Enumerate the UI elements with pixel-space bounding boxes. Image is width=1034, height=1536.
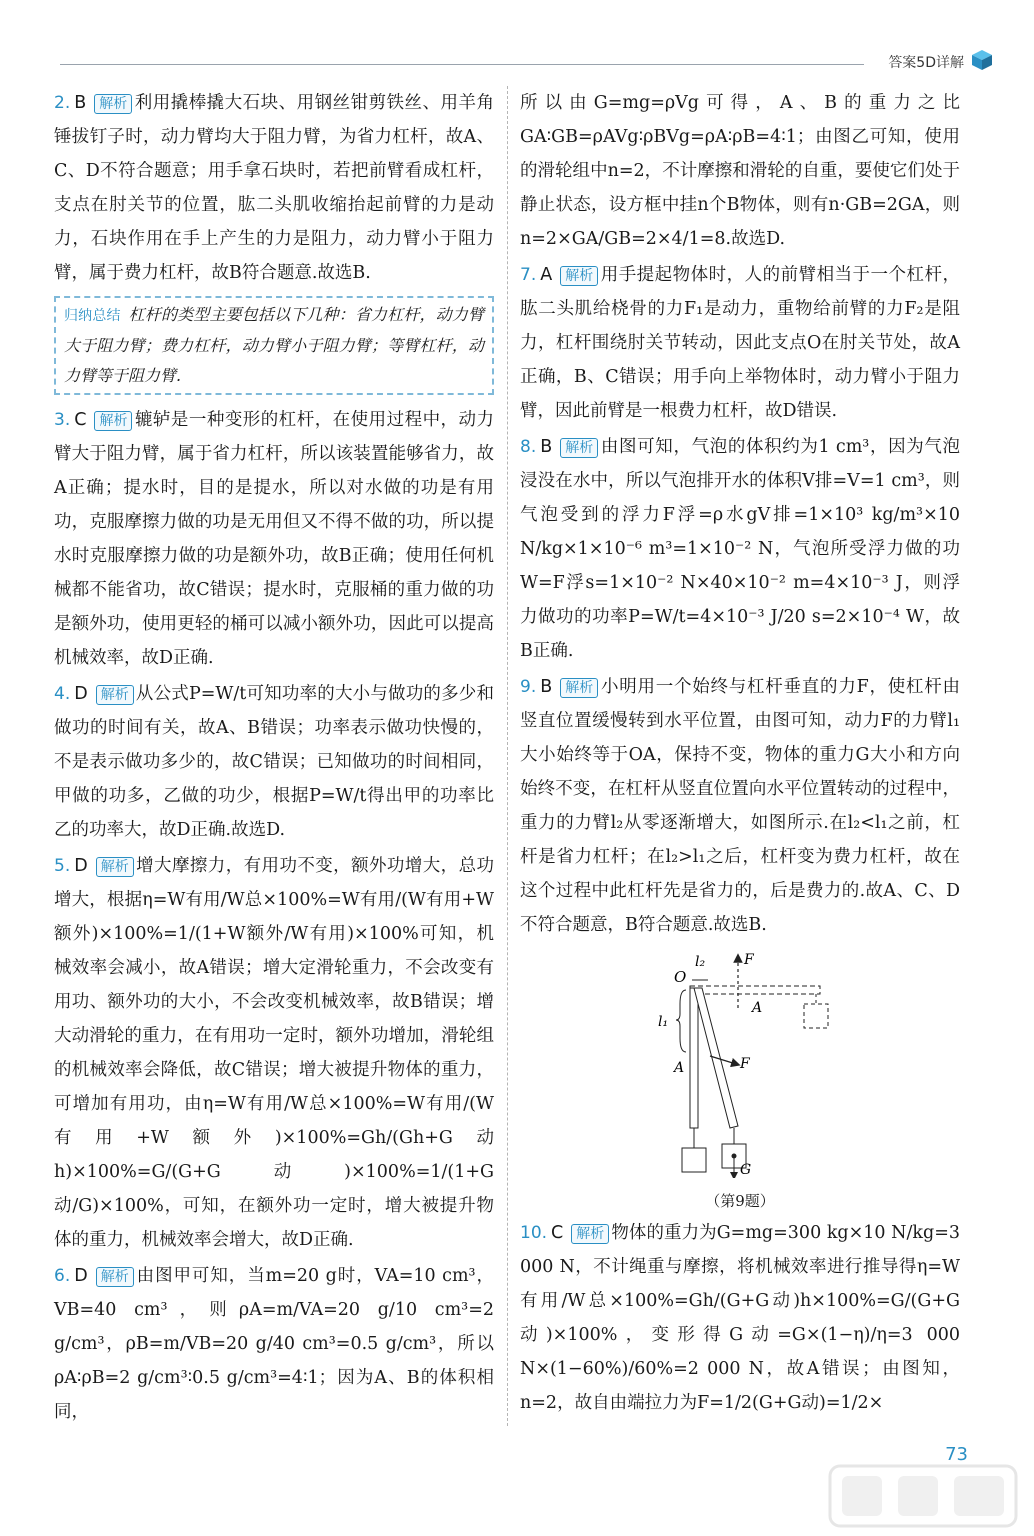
answer-item-4 — [54, 677, 494, 847]
item-text: 由图可知，气泡的体积约为1 cm³，因为气泡浸没在水中，所以气泡排开水的体积V排=V=1 cm³，则气泡受到的浮力F浮=ρ水gV排=1×10³ kg/m³×10 N/kg×1×10⁻⁶ m³=1×10⁻² N，气泡所受浮力做的功W=F浮s=1×10⁻² N×40×10⁻² m=4×10⁻³ J，则浮力做功的功率P=W/t=4×10⁻³ J/20 s=2×10⁻⁴ W，故B正确. — [520, 437, 960, 661]
label-O: O — [674, 968, 687, 986]
page-number: 73 — [945, 1444, 968, 1465]
answer-item-2 — [54, 86, 494, 290]
item-text: 从公式P=W/t可知功率的大小与做功的多少和做功的时间有关，故A、B错误；功率表示做功快慢的，不是表示做功多少的，故C错误；已知做功的时间相同，甲做的功多，乙做的功少，根据P=W/t得出甲的功率比乙的功率大，故D正确.故选D. — [54, 684, 494, 840]
right-column — [520, 86, 960, 1422]
answer-item-9 — [520, 670, 960, 942]
answer-item-8 — [520, 430, 960, 668]
label-F: F — [740, 1056, 750, 1072]
answer-item-10 — [520, 1216, 960, 1420]
analysis-tag: 解析 — [96, 857, 134, 877]
label-l1: l₁ — [658, 1014, 669, 1030]
analysis-tag: 解析 — [96, 1267, 134, 1287]
lever-diagram — [640, 948, 840, 1178]
page-header — [60, 48, 994, 78]
item-answer: D — [74, 684, 88, 704]
label-l2: l₂ — [695, 954, 706, 970]
analysis-tag: 解析 — [560, 438, 598, 458]
l1-brace — [676, 990, 686, 1052]
item-answer: B — [540, 677, 553, 697]
label-A: A — [674, 1060, 685, 1076]
answer-item-5 — [54, 849, 494, 1257]
column-divider — [507, 86, 508, 1426]
item-answer: C — [551, 1223, 564, 1243]
item-answer: B — [540, 437, 553, 457]
dashed-weight-box — [804, 1004, 828, 1028]
label-G: G — [740, 1162, 752, 1178]
item-number: 3. — [54, 410, 71, 430]
item-number: 6. — [54, 1266, 71, 1286]
label-A-right: A — [752, 1000, 763, 1016]
analysis-tag: 解析 — [560, 266, 598, 286]
item-number: 7. — [520, 265, 537, 285]
analysis-tag: 解析 — [560, 678, 598, 698]
item-number: 2. — [54, 93, 71, 113]
header-rule — [60, 64, 864, 65]
item-answer: B — [74, 93, 87, 113]
weight-box — [682, 1148, 706, 1172]
item-number: 4. — [54, 684, 71, 704]
left-column — [54, 86, 494, 1431]
summary-text: 杠杆的类型主要包括以下几种：省力杠杆，动力臂大于阻力臂；费力杠杆，动力臂小于阻力臂；等臂杠杆，动力臂等于阻力臂. — [64, 305, 484, 385]
summary-box — [54, 296, 494, 395]
item-text: 物体的重力为G=mg=300 kg×10 N/kg=3 000 N，不计绳重与摩擦，将机械效率进行推导得η=W有用/W总×100%=Gh/(G+G动)h×100%=G/(G+G动)×100%，变形得G动=G×(1−η)/η=3 000 N×(1−60%)/60%=2 000 N，故A错误；由图知，n=2，故自由端拉力为F=1/2(G+G动)=1/2× — [520, 1223, 960, 1413]
figure-caption: （第9题） — [705, 1192, 775, 1210]
answer-item-7 — [520, 258, 960, 428]
item-text: 小明用一个始终与杠杆垂直的力F，使杠杆由竖直位置缓慢转到水平位置，由图可知，动力F的力臂l₁大小始终等于OA，保持不变，物体的重力G大小和方向始终不变，在杠杆从竖直位置向水平位置转动的过程中，重力的力臂l₂从零逐渐增大，如图所示.在l₂<l₁之前，杠杆是省力杠杆；在l₂>l₁之后，杠杆变为费力杠杆，故在这个过程中此杠杆先是省力的，后是费力的.故A、C、D不符合题意，B符合题意.故选B. — [520, 677, 960, 935]
summary-label: 归纳总结 — [64, 308, 121, 324]
item-number: 5. — [54, 856, 71, 876]
item-text: 增大摩擦力，有用功不变，额外功增大，总功增大，根据η=W有用/W总×100%=W有用/(W有用+W额外)×100%=1/(1+W额外/W有用)×100%可知，机械效率会减小，故A错误；增大定滑轮重力，不会改变有用功、额外功的大小，不会改变机械效率，故B错误；增大动滑轮的重力，在有用功一定时，额外功增加，滑轮组的机械效率会降低，故C错误；增大被提升物体的重力，可增加有用功，由η=W有用/W总×100%=W有用/(W有用+W额外)×100%=Gh/(Gh+G动h)×100%=G/(G+G动)×100%=1/(1+G动/G)×100%，可知，在额外功一定时，增大被提升物体的重力，机械效率会增大，故D正确. — [54, 856, 494, 1250]
analysis-tag: 解析 — [96, 685, 134, 705]
item-text: 利用撬棒撬大石块、用钢丝钳剪铁丝、用羊角锤拔钉子时，动力臂均大于阻力臂，为省力杠杆，故A、C、D不符合题意；用手拿石块时，若把前臂看成杠杆，支点在肘关节的位置，肱二头肌收缩抬起前臂的力是动力，石块作用在手上产生的力是阻力，动力臂小于阻力臂，属于费力杠杆，故B符合题意.故选B. — [54, 93, 494, 283]
item-text: 所以由G=mg=ρVg可得，A、B的重力之比GA∶GB=ρAVg∶ρBVg=ρA∶ρB=4∶1；由图乙可知，使用的滑轮组中n=2，不计摩擦和滑轮的自重，要使它们处于静止状态，设方框中挂n个B物体，则有n·GB=2GA，则n=2×GA/GB=2×4/1=8.故选D. — [520, 93, 960, 249]
item-text: 用手提起物体时，人的前臂相当于一个杠杆，肱二头肌给桡骨的力F₁是动力，重物给前臂的力F₂是阻力，杠杆围绕肘关节转动，因此支点O在肘关节处，故A正确，B、C错误；用手向上举物体时，动力臂小于阻力臂，因此前臂是一根费力杠杆，故D错误. — [520, 265, 960, 421]
item-number: 8. — [520, 437, 537, 457]
analysis-tag: 解析 — [94, 411, 132, 431]
item-text: 辘轳是一种变形的杠杆，在使用过程中，动力臂大于阻力臂，属于省力杠杆，所以该装置能够省力，故A正确；提水时，目的是提水，所以对水做的功是有用功，克服摩擦力做的功是无用但又不得不做的功，所以提水时克服摩擦力做的功是额外功，故B正确；使用任何机械都不能省功，故C错误；提水时，克服桶的重力做的功是额外功，使用更轻的桶可以减小额外功，因此可以提高机械效率，故D正确. — [54, 410, 494, 668]
watermark-logo-icon — [828, 1462, 1018, 1530]
analysis-tag: 解析 — [571, 1224, 609, 1244]
item-answer: A — [540, 265, 553, 285]
analysis-tag: 解析 — [94, 94, 132, 114]
vertical-lever — [690, 988, 698, 1128]
header-title: 答案5D详解 — [888, 55, 964, 71]
lever-figure — [520, 948, 960, 1212]
item-answer: D — [74, 856, 88, 876]
cube-logo-icon — [970, 48, 994, 72]
answer-item-3 — [54, 403, 494, 675]
item-number: 10. — [520, 1223, 548, 1243]
item-answer: C — [74, 410, 87, 430]
answer-item-6-continued — [520, 86, 960, 256]
label-F-top: F — [744, 952, 754, 968]
item-number: 9. — [520, 677, 537, 697]
horizontal-lever — [690, 986, 820, 994]
item-answer: D — [74, 1266, 88, 1286]
item-text: 由图甲可知，当m=20 g时，VA=10 cm³，VB=40 cm³，则ρA=m/VA=20 g/10 cm³=2 g/cm³，ρB=m/VB=20 g/40 cm³=0.5 g/cm³，所以ρA∶ρB=2 g/cm³∶0.5 g/cm³=4∶1；因为A、B的体积相同， — [54, 1266, 494, 1422]
answer-item-6 — [54, 1259, 494, 1429]
